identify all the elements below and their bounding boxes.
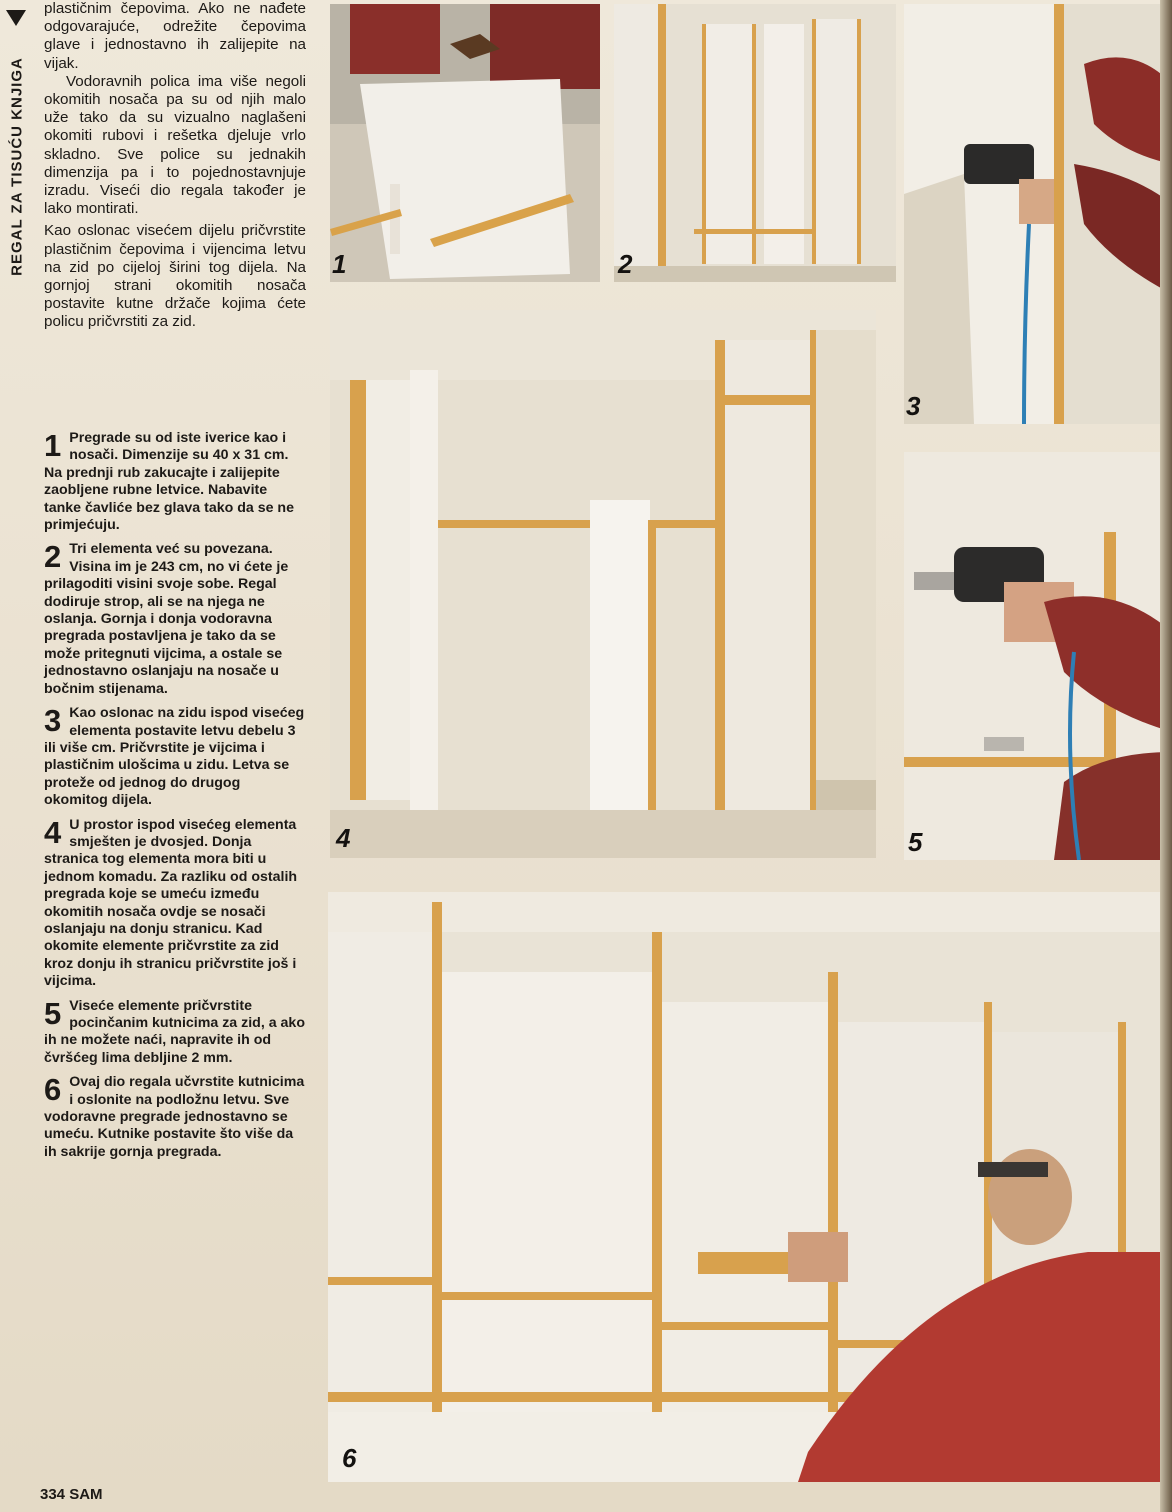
photo-2-image: [614, 4, 896, 282]
step-text: U prostor ispod visećeg elementa smješten je dvosjed. Donja stranica tog elementa mora biti u jednom komadu. Za razliku od ostalih pregrada koje se umeću između okomitih nosača ovdje se nosači oslanjaju na donju stranicu. Kad okomite elemente pričvrstite za zid kroz donju ih stranicu pričvrstite još i vijcima.: [44, 816, 298, 990]
step-number: 2: [44, 539, 62, 575]
photo-6-image: [328, 892, 1172, 1482]
photo-1: [330, 4, 600, 282]
step-number: 4: [44, 814, 62, 850]
photo-1-image: [330, 4, 600, 282]
photo-number: 2: [618, 249, 633, 279]
step-3: [44, 705, 306, 809]
photo-5-image: [904, 452, 1172, 860]
step-text: Viseće elemente pričvrstite pocinčanim kutnicima za zid, a ako ih ne možete naći, napravite ih od čvršćeg lima debljine 2 mm.: [44, 997, 305, 1066]
photo-3: [904, 4, 1172, 424]
step-number: 3: [44, 703, 62, 739]
step-6: [44, 1074, 306, 1161]
photo-4: [330, 310, 876, 858]
step-list: [44, 430, 306, 1168]
section-label: REGAL ZA TISUĆU KNJIGA: [8, 57, 26, 276]
step-4: [44, 814, 306, 991]
step-2: [44, 541, 306, 698]
photo-4-image: [330, 310, 876, 858]
page-folio: 334 SAM: [40, 1486, 103, 1503]
triangle-marker-icon: [6, 10, 26, 26]
page-edge: [1160, 0, 1172, 1512]
section-runner: [2, 8, 32, 298]
photo-3-image: [904, 4, 1172, 424]
step-text: Kao oslonac na zidu ispod visećeg elementa postavite letvu debelu 3 ili više cm. Pričvrstite je vijcima i plastičnim ulošcima u zidu. Letva se proteže od jednog do drugog okomitog dijela.: [44, 705, 305, 809]
step-number: 6: [44, 1072, 62, 1108]
photo-5: [904, 452, 1172, 860]
step-1: [44, 430, 306, 534]
step-text: Ovaj dio regala učvrstite kutnicima i oslonite na podložnu letvu. Sve vodoravne pregrade jednostavno se umeću. Kutnike postavite što više da ih sakrije gornja pregrada.: [44, 1074, 305, 1160]
photo-number: 6: [342, 1443, 357, 1473]
step-text: Tri elementa već su povezana. Visina im je 243 cm, no vi ćete je prilagoditi visini svoje sobe. Regal dodiruje strop, ali se na njega ne oslanja. Gornja i donja vodoravna pregrada postavljena je tako da se može pritegnuti vijcima, a ostale se jednostavno oslanjaju na nosače u bočnim stijenama.: [44, 541, 289, 697]
photo-number: 5: [908, 827, 923, 857]
intro-paragraph-1: plastičnim čepovima. Ako ne nađete odgovarajuće, odrežite čepovima glave i jednostavno ih zalijepite na vijak.: [44, 0, 306, 72]
step-number: 1: [44, 428, 62, 463]
step-text: Pregrade su od iste iverice kao i nosači. Dimenzije su 40 x 31 cm. Na prednji rub zakucajte i zalijepite zaobljene rubne letvice. Nabavite tanke čavliće bez glava tako da se ne primjećuju.: [44, 430, 294, 534]
step-5: [44, 995, 306, 1068]
photo-number: 4: [336, 823, 351, 853]
photo-number: 3: [906, 391, 921, 421]
step-number: 5: [44, 995, 62, 1031]
photo-2: [614, 4, 896, 282]
intro-paragraph-2: Vodoravnih polica ima više negoli okomitih nosača pa su od njih malo uže tako da su vizualno naglašeni okomiti rubovi i rešetka djeluje vrlo skladno. Sve police su jednakih dimenzija pa i to pojednostavnjuje izradu. Viseći dio regala također je lako montirati.: [44, 72, 306, 218]
photo-6: [328, 892, 1172, 1482]
intro-paragraph-3: Kao oslonac visećem dijelu pričvrstite plastičnim čepovima i vijencima letvu na zid po cijeloj širini tog dijela. Na gornjoj strani okomitih nosača postavite kutne držače kojima ćete policu pričvrstiti za zid.: [44, 222, 306, 331]
intro-text: [44, 0, 306, 332]
photo-number: 1: [332, 249, 347, 279]
